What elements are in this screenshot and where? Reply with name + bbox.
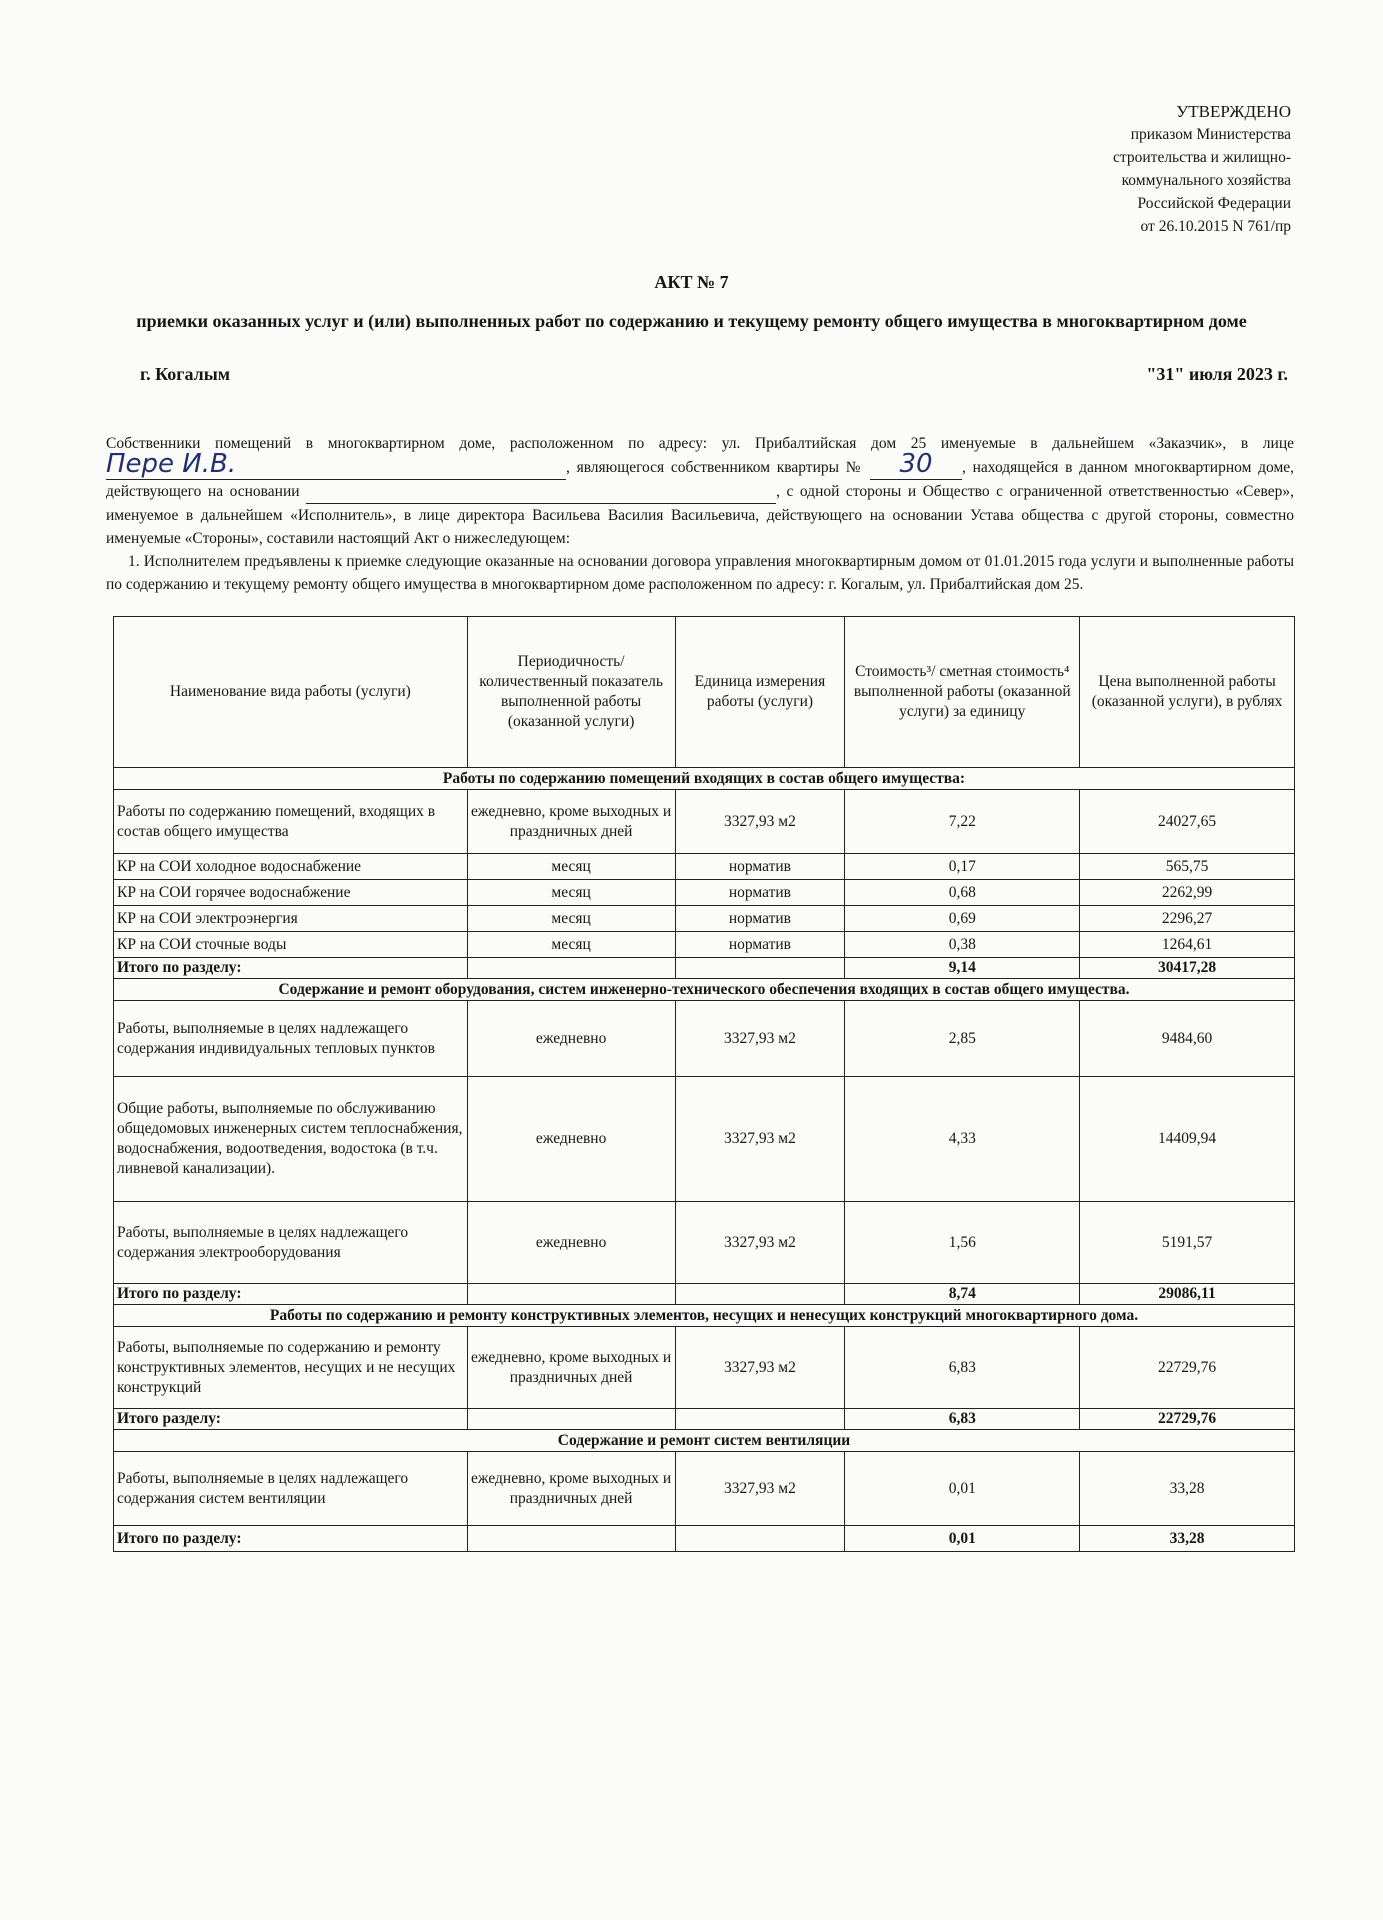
- total-empty: [467, 1284, 675, 1305]
- cell-name: КР на СОИ горячее водоснабжение: [114, 880, 468, 906]
- cell-price: 14409,94: [1080, 1077, 1295, 1202]
- flat-number-field: [870, 449, 962, 480]
- cell-period: месяц: [467, 932, 675, 958]
- total-empty: [675, 1409, 845, 1430]
- cell-unit: 3327,93 м2: [675, 1327, 845, 1409]
- cell-price: 9484,60: [1080, 1001, 1295, 1077]
- cell-period: ежедневно, кроме выходных и праздничных дней: [467, 790, 675, 854]
- cell-period: месяц: [467, 854, 675, 880]
- total-price: 22729,76: [1080, 1409, 1295, 1430]
- header-price: Цена выполненной работы (оказанной услуги), в рублях: [1080, 617, 1295, 768]
- total-label: Итого разделу:: [114, 1409, 468, 1430]
- table-row: [114, 1452, 1295, 1526]
- table-row: [114, 1001, 1295, 1077]
- table-row: [114, 906, 1295, 932]
- cell-period: месяц: [467, 906, 675, 932]
- intro-text-a: Собственники помещений в многоквартирном доме, расположенном по адресу: ул. Прибалтийская дом 25 именуемые в дальнейшем «Заказчик», в лице: [106, 435, 1294, 452]
- total-price: 29086,11: [1080, 1284, 1295, 1305]
- total-cost: 6,83: [845, 1409, 1080, 1430]
- section-title: Работы по содержанию и ремонту конструктивных элементов, несущих и ненесущих конструкций многоквартирного дома.: [114, 1305, 1295, 1327]
- cell-name: КР на СОИ сточные воды: [114, 932, 468, 958]
- section-total-row: [114, 958, 1295, 979]
- handwritten-flat-number: 30: [899, 449, 933, 479]
- approval-line: Российской Федерации: [1137, 195, 1291, 212]
- handwritten-name: Пере И.В.: [106, 449, 237, 479]
- cell-cost: 0,69: [845, 906, 1080, 932]
- cell-name: Работы, выполняемые в целях надлежащего содержания электрооборудования: [114, 1202, 468, 1284]
- act-date: "31" июля 2023 г.: [1146, 364, 1288, 384]
- table-row: [114, 880, 1295, 906]
- total-empty: [467, 1409, 675, 1430]
- section-title-row: [114, 1430, 1295, 1452]
- cell-unit: норматив: [675, 932, 845, 958]
- total-label: Итого по разделу:: [114, 1526, 468, 1552]
- cell-unit: 3327,93 м2: [675, 1001, 845, 1077]
- intro-text-c: , находящейся в данном многоквартирном доме, действующего на основании: [106, 459, 1295, 500]
- cell-unit: 3327,93 м2: [675, 1077, 845, 1202]
- intro-address: г. Когалым, ул. Прибалтийская дом 25.: [828, 576, 1084, 593]
- total-cost: 8,74: [845, 1284, 1080, 1305]
- cell-cost: 6,83: [845, 1327, 1080, 1409]
- intro-services-text: 1. Исполнителем предъявлены к приемке следующие оказанные на основании договора управления многоквартирным домом от 01.01.2015 года услуги и выполненные работы по содержанию и текущему ремонту общего имущества в многоквартирном доме расположенном по адресу:: [106, 553, 1294, 593]
- cell-name: КР на СОИ электроэнергия: [114, 906, 468, 932]
- cell-price: 33,28: [1080, 1452, 1295, 1526]
- total-empty: [467, 1526, 675, 1552]
- cell-cost: 4,33: [845, 1077, 1080, 1202]
- cell-unit: норматив: [675, 880, 845, 906]
- approval-stamp: [931, 100, 1291, 238]
- section-title-row: [114, 768, 1295, 790]
- cell-price: 24027,65: [1080, 790, 1295, 854]
- works-table: [113, 616, 1295, 1552]
- basis-field: [306, 480, 776, 504]
- cell-period: ежедневно: [467, 1202, 675, 1284]
- approval-line: строительства и жилищно-: [1113, 149, 1291, 166]
- header-unit: Единица измерения работы (услуги): [675, 617, 845, 768]
- section-total-row: [114, 1526, 1295, 1552]
- intro-text-d: , с одной стороны и Общество с ограниченной ответственностью «Север», именуемое в дальнейшем «Исполнитель», в лице директора Васильева Василия Васильевича, действующего на основании Устава общества с другой стороны, совместно именуемые «Стороны», составили настоящий Акт о нижеследующем:: [106, 483, 1295, 547]
- owner-representative-field: [106, 449, 566, 480]
- cell-period: ежедневно, кроме выходных и праздничных дней: [467, 1327, 675, 1409]
- total-empty: [675, 1284, 845, 1305]
- intro-paragraph-parties: [106, 432, 1294, 550]
- cell-price: 2296,27: [1080, 906, 1295, 932]
- total-price: 33,28: [1080, 1526, 1295, 1552]
- cell-unit: норматив: [675, 854, 845, 880]
- cell-price: 2262,99: [1080, 880, 1295, 906]
- section-title-row: [114, 1305, 1295, 1327]
- cell-cost: 1,56: [845, 1202, 1080, 1284]
- total-empty: [467, 958, 675, 979]
- table-row: [114, 854, 1295, 880]
- cell-period: ежедневно, кроме выходных и праздничных дней: [467, 1452, 675, 1526]
- approval-heading: УТВЕРЖДЕНО: [1176, 102, 1291, 121]
- approval-line: от 26.10.2015 N 761/пр: [1140, 218, 1291, 235]
- cell-cost: 0,68: [845, 880, 1080, 906]
- cell-name: Работы по содержанию помещений, входящих в состав общего имущества: [114, 790, 468, 854]
- cell-unit: 3327,93 м2: [675, 790, 845, 854]
- cell-cost: 0,01: [845, 1452, 1080, 1526]
- cell-name: Работы, выполняемые в целях надлежащего содержания систем вентиляции: [114, 1452, 468, 1526]
- approval-line: коммунального хозяйства: [1121, 172, 1291, 189]
- total-cost: 9,14: [845, 958, 1080, 979]
- cell-name: Общие работы, выполняемые по обслуживанию общедомовых инженерных систем теплоснабжения, водоснабжения, водоотведения, водостока (в т.ч. ливневой канализации).: [114, 1077, 468, 1202]
- cell-period: ежедневно: [467, 1077, 675, 1202]
- intro-text: [106, 432, 1294, 596]
- cell-name: Работы, выполняемые в целях надлежащего содержания индивидуальных тепловых пунктов: [114, 1001, 468, 1077]
- intro-text-b: , являющегося собственником квартиры №: [566, 459, 864, 476]
- total-cost: 0,01: [845, 1526, 1080, 1552]
- table-row: [114, 1202, 1295, 1284]
- table-row: [114, 932, 1295, 958]
- intro-paragraph-services: [106, 550, 1294, 596]
- cell-name: КР на СОИ холодное водоснабжение: [114, 854, 468, 880]
- table-row: [114, 1327, 1295, 1409]
- total-empty: [675, 958, 845, 979]
- table-row: [114, 790, 1295, 854]
- section-total-row: [114, 1284, 1295, 1305]
- total-empty: [675, 1526, 845, 1552]
- section-title-row: [114, 979, 1295, 1001]
- table-row: [114, 1077, 1295, 1202]
- section-title: Содержание и ремонт систем вентиляции: [114, 1430, 1295, 1452]
- header-period: Периодичность/ количественный показатель выполненной работы (оказанной услуги): [467, 617, 675, 768]
- table-header-row: [114, 617, 1295, 768]
- cell-cost: 0,38: [845, 932, 1080, 958]
- cell-unit: 3327,93 м2: [675, 1452, 845, 1526]
- cell-unit: норматив: [675, 906, 845, 932]
- section-title: Работы по содержанию помещений входящих в состав общего имущества:: [114, 768, 1295, 790]
- cell-cost: 2,85: [845, 1001, 1080, 1077]
- document-title-block: [90, 272, 1293, 334]
- cell-price: 5191,57: [1080, 1202, 1295, 1284]
- cell-cost: 0,17: [845, 854, 1080, 880]
- cell-cost: 7,22: [845, 790, 1080, 854]
- total-price: 30417,28: [1080, 958, 1295, 979]
- section-title: Содержание и ремонт оборудования, систем инженерно-технического обеспечения входящих в состав общего имущества.: [114, 979, 1295, 1001]
- section-total-row: [114, 1409, 1295, 1430]
- cell-period: ежедневно: [467, 1001, 675, 1077]
- cell-name: Работы, выполняемые по содержанию и ремонту конструктивных элементов, несущих и не несущих конструкций: [114, 1327, 468, 1409]
- header-cost: Стоимость³/ сметная стоимость⁴ выполненной работы (оказанной услуги) за единицу: [845, 617, 1080, 768]
- cell-unit: 3327,93 м2: [675, 1202, 845, 1284]
- act-title: приемки оказанных услуг и (или) выполненных работ по содержанию и текущему ремонту общего имущества в многоквартирном доме: [136, 311, 1247, 331]
- total-label: Итого по разделу:: [114, 958, 468, 979]
- act-city: г. Когалым: [140, 364, 231, 384]
- cell-price: 565,75: [1080, 854, 1295, 880]
- header-name: Наименование вида работы (услуги): [114, 617, 468, 768]
- approval-line: приказом Министерства: [1130, 126, 1291, 143]
- cell-period: месяц: [467, 880, 675, 906]
- cell-price: 22729,76: [1080, 1327, 1295, 1409]
- total-label: Итого по разделу:: [114, 1284, 468, 1305]
- cell-price: 1264,61: [1080, 932, 1295, 958]
- act-number: АКТ № 7: [654, 272, 729, 292]
